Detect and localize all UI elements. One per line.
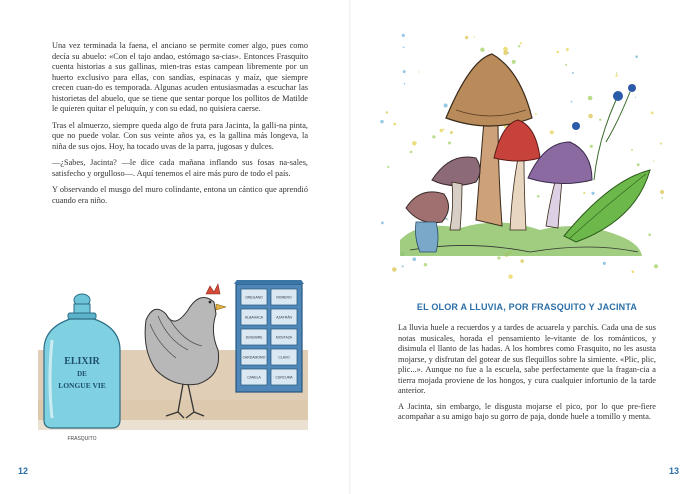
drawer-label: CARDAMOMO (242, 355, 266, 360)
drawer-label: AZAFRÁN (276, 315, 292, 320)
paint-dot (637, 163, 640, 166)
paragraph: —¿Sabes, Jacinta? —le dice cada mañana inflando sus fosas na-sales, satisfecho y orgulloso—. Aquí tenemos el aire más puro de todo el país. (52, 158, 308, 178)
drawer-label: JENGIBRE (245, 335, 263, 340)
paint-dot (591, 192, 594, 195)
drawer-label: MOSTAZA (275, 335, 293, 340)
paint-dot (537, 195, 540, 198)
drawer-label: CANELA (247, 375, 261, 380)
paint-dot (424, 263, 427, 266)
paint-dot (432, 135, 435, 138)
paint-dot (520, 259, 524, 263)
paint-dot (404, 83, 406, 85)
paint-dot (518, 45, 520, 47)
paint-dot (635, 55, 638, 58)
page-number: 12 (18, 466, 29, 476)
paint-dot (616, 72, 617, 73)
paint-dot (588, 114, 593, 119)
paint-dot (565, 64, 567, 66)
paint-dot (651, 112, 654, 115)
paint-dot (632, 270, 635, 273)
paragraph: La lluvia huele a recuerdos y a tardes de acuarela y parchís. Cada una de sus notas musicales, horada el pensamiento le-vitante de los románticos, y disimula el llanto de las hadas. A los hombres como Frasquito, no les asusta mojarse, y disfrutan del gotear de sus flequillos sobre la simiente. «Plic, plic, plic...». Aunque no fue a la escuela, sabe perfectamente que la fragan-cia a tierra mojada proviene de los hongos, y cura cualquier infortunio de la tarde anterior. (398, 323, 656, 395)
paint-dot (387, 166, 389, 168)
paint-dot (440, 129, 444, 133)
paint-dot (648, 233, 651, 236)
page-number: 13 (669, 466, 680, 476)
paint-dot (410, 151, 413, 154)
book-gutter (349, 0, 351, 494)
paint-dot (403, 70, 406, 73)
paint-dot (599, 119, 601, 121)
paint-dot (503, 47, 508, 52)
bottle-label-line: DE (77, 370, 87, 378)
paint-dot (557, 51, 560, 54)
paint-dot (444, 104, 448, 108)
drawer-label: ROMERO (276, 295, 292, 300)
paint-dot (497, 256, 500, 259)
paint-dot (653, 161, 654, 162)
paint-dot (443, 129, 444, 130)
left-page-text (52, 41, 308, 212)
paint-dot (550, 130, 554, 134)
elixir-bottle (44, 294, 120, 428)
paint-dot (418, 71, 419, 72)
paragraph: A Jacinta, sin embargo, le disgusta mojarse el pico, por lo que pre-fiere acompañar a su amigo bajo su gorro de paja, donde huele a tomillo y menta. (398, 401, 656, 421)
paint-dot (393, 123, 396, 126)
paint-dot (480, 48, 484, 52)
paint-dot (566, 48, 569, 51)
paint-dot (465, 36, 468, 39)
paint-dot (520, 42, 522, 44)
chapter-title: EL OLOR A LLUVIA, POR FRASQUITO Y JACINTA (416, 302, 638, 312)
paint-dot (660, 190, 664, 194)
illustration-bottle-chicken-cabinet (38, 280, 308, 448)
paint-dot (661, 197, 663, 199)
paint-dot (654, 264, 658, 268)
illustration-mushrooms (380, 30, 670, 292)
paint-dot (380, 120, 383, 123)
paint-dot (448, 142, 451, 145)
paint-dot (450, 131, 453, 134)
paint-dot (635, 97, 636, 98)
bottle-label-line: LONGUE VIE (58, 381, 106, 390)
paint-dot (386, 111, 388, 113)
paint-dot (631, 149, 633, 151)
paint-dot (445, 218, 447, 220)
paint-dot (615, 74, 617, 76)
paint-dot (412, 141, 417, 146)
paint-dot (512, 60, 516, 64)
paint-dot (660, 143, 662, 145)
paint-dot (402, 265, 404, 267)
drawer-label: ALBAHACA (244, 315, 264, 320)
paragraph: Y observando el musgo del muro colindante, entona un cántico que aprendió cuando era niño. (52, 185, 308, 205)
paint-dot (402, 34, 405, 37)
paint-dot (474, 36, 475, 37)
paint-dot (588, 96, 593, 101)
paint-dot (381, 222, 384, 225)
drawer-label: CLAVO (278, 355, 290, 360)
paragraph: Tras el almuerzo, siempre queda algo de fruta para Jacinta, la galli-na pinta, que no puede volar. Con sus veinte años ya, es la gallina más longeva, la niña de sus ojos. Hoy, ha tocado uvas de la parra, jugosas y dulces. (52, 120, 308, 151)
paint-dot (535, 113, 537, 115)
paragraph: Una vez terminada la faena, el anciano se permite comer algo, pues como decía su abuelo: «Con el tajo andao, estómago sa-cias». Entonces Frasquito cuenta historias a sus gallinas, mien-tras estas campean libremente por un huerto exclusivo para ellas, con sandías, espinacas y maíz, que siempre crecen cuan-do es temporada. Algunas acuden entusiasmadas a escuchar las historietas del abuelo, que se tiene que sentar porque los pollitos de Matilde le quieren quitar el peluquín, y con su edad, no quisiera caerse. (52, 41, 308, 113)
paint-dot (572, 72, 574, 74)
paint-dot (603, 262, 606, 265)
drawer-label: CURCUMA (275, 375, 293, 380)
paint-dot (583, 192, 585, 194)
paint-dot (508, 274, 512, 278)
paint-dot (392, 267, 397, 272)
right-page-text (398, 323, 656, 428)
bottle-label-line: ELIXIR (64, 356, 100, 367)
paint-dot (590, 145, 593, 148)
paint-dot (413, 257, 417, 261)
paint-dot (403, 47, 405, 49)
paint-dot (571, 101, 573, 103)
drawer-label: OREGANO (245, 295, 263, 300)
artist-signature: FRASQUITO (67, 436, 97, 442)
